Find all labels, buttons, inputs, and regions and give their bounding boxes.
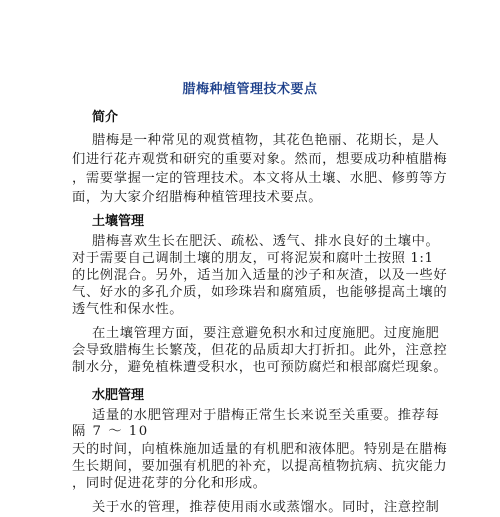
paragraph-line: 透气性和保水性。	[72, 302, 184, 317]
paragraph-line: 气、好水的多孔介质，如珍珠岩和腐殖质，也能够提高土壤的	[72, 285, 448, 300]
paragraph-line: 对于需要自己调制土壤的朋友，可将泥炭和腐叶土按照 1:1	[72, 251, 434, 266]
section-heading-water-fertilizer: 水肥管理	[92, 388, 145, 403]
paragraph-line: 面，为大家介绍腊梅种植管理技术要点。	[72, 190, 323, 205]
paragraph-line: 制水分，避免植株遭受积水，也可预防腐烂和根部腐烂现象。	[72, 360, 448, 375]
paragraph-line: 的比例混合。另外，适当加入适量的沙子和灰渣，以及一些好	[72, 268, 448, 283]
paragraph-line: 关于水的管理，推荐使用雨水或蒸馏水。同时，注意控制	[92, 500, 440, 515]
paragraph-line: ，需要掌握一定的管理技术。本文将从土壤、水肥、修剪等方	[72, 171, 448, 186]
section-heading-intro: 简介	[92, 110, 119, 125]
paragraph-line: ，同时促进花芽的分化和形成。	[72, 476, 267, 491]
paragraph-line: 生长期间，要加强有机肥的补充，以提高植物抗病、抗灾能力	[72, 459, 448, 474]
paragraph-line: 天的时间，向植株施加适量的有机肥和液体肥。特别是在腊梅	[72, 442, 448, 457]
paragraph-line: 适量的水肥管理对于腊梅正常生长来说至关重要。推荐每	[92, 408, 440, 423]
paragraph-line: 隔 7 ～ 10	[72, 424, 149, 439]
paragraph-line: 在土壤管理方面，要注意避免积水和过度施肥。过度施肥	[92, 326, 440, 341]
document-title: 腊梅种植管理技术要点	[182, 82, 318, 97]
paragraph-line: 腊梅喜欢生长在肥沃、疏松、透气、排水良好的土壤中。	[92, 234, 440, 249]
paragraph-line: 会导致腊梅生长繁茂，但花的品质却大打折扣。此外，注意控	[72, 343, 448, 358]
paragraph-line: 们进行花卉观赏和研究的重要对象。然而，想要成功种植腊梅	[72, 152, 448, 167]
paragraph-line: 腊梅是一种常见的观赏植物，其花色艳丽、花期长，是人	[92, 133, 440, 148]
section-heading-soil: 土壤管理	[92, 214, 145, 229]
